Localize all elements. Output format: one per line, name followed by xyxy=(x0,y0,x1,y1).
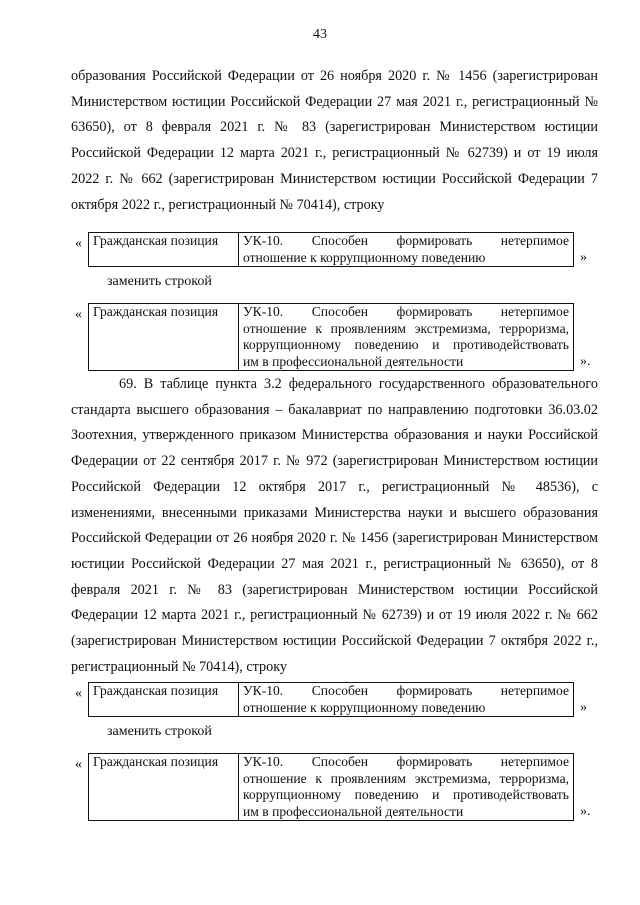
description-cell xyxy=(239,754,574,821)
description-line: отношение к проявлениям экстремизма, терроризма, xyxy=(243,320,569,336)
paragraph-2: 69. В таблице пункта 3.2 федерального государственного образовательного стандарта высшего образования – бакалавриат по направлению подготовки 36.03.02 Зоотехния, утвержденного приказом Министерства образования и науки Российской Федерации от 22 сентября 2017 г. № 972 (зарегистрирован Министерством юстиции Российской Федерации 12 октября 2017 г., регистрационный № 48536), с изменениями, внесенными приказами Министерства науки и высшего образования Российской Федерации от 26 ноября 2020 г. № 1456 (зарегистрирован Министерством юстиции Российской Федерации 27 мая 2021 г., регистрационный № 63650), от 8 февраля 2021 г. № 83 (зарегистрирован Министерством юстиции Российской Федерации 12 марта 2021 г., регистрационный № 62739) и от 19 июля 2022 г. № 662 (зарегистрирован Министерством юстиции Российской Федерации 7 октября 2022 г., регистрационный № 70414), строку xyxy=(71,376,598,675)
position-cell: Гражданская позиция xyxy=(89,754,239,821)
description-line: УК-10. Способен формировать нетерпимое xyxy=(243,683,569,698)
table-row xyxy=(89,683,574,717)
description-line: отношение к проявлениям экстремизма, терроризма, xyxy=(243,770,569,786)
description-cell xyxy=(239,304,574,371)
description-line: УК-10. Способен формировать нетерпимое xyxy=(243,754,569,769)
description-line: УК-10. Способен формировать нетерпимое xyxy=(243,304,569,319)
page-number: 43 xyxy=(313,27,327,42)
open-quote: « xyxy=(75,686,82,701)
close-quote: ». xyxy=(580,804,591,819)
table-row xyxy=(89,304,574,371)
open-quote: « xyxy=(75,307,82,322)
close-quote: » xyxy=(580,700,587,715)
table-row xyxy=(89,754,574,821)
description-line: им в профессиональной деятельности xyxy=(243,803,464,819)
description-line: отношение к коррупционному поведению xyxy=(243,699,486,715)
description-cell xyxy=(239,233,574,267)
close-quote: ». xyxy=(580,354,591,369)
description-line: отношение к коррупционному поведению xyxy=(243,249,486,265)
position-cell: Гражданская позиция xyxy=(89,683,239,717)
competency-table-new-1 xyxy=(88,303,574,371)
competency-table-new-2 xyxy=(88,753,574,821)
competency-table-old-2 xyxy=(88,682,574,717)
description-line: им в профессиональной деятельности xyxy=(243,353,464,369)
description-line: УК-10. Способен формировать нетерпимое xyxy=(243,233,569,248)
position-cell: Гражданская позиция xyxy=(89,233,239,267)
open-quote: « xyxy=(75,757,82,772)
open-quote: « xyxy=(75,236,82,251)
replace-label: заменить строкой xyxy=(107,274,212,289)
competency-table-old-1 xyxy=(88,232,574,267)
description-line: коррупционному поведению и противодействовать xyxy=(243,787,569,803)
paragraph-1: образования Российской Федерации от 26 ноября 2020 г. № 1456 (зарегистрирован Министерством юстиции Российской Федерации 27 мая 2021 г., регистрационный № 63650), от 8 февраля 2021 г. № 83 (зарегистрирован Министерством юстиции Российской Федерации 12 марта 2021 г., регистрационный № 62739) и от 19 июля 2022 г. № 662 (зарегистрирован Министерством юстиции Российской Федерации 7 октября 2022 г., регистрационный № 70414), строку xyxy=(71,68,598,213)
description-line: коррупционному поведению и противодействовать xyxy=(243,337,569,353)
position-cell: Гражданская позиция xyxy=(89,304,239,371)
close-quote: » xyxy=(580,250,587,265)
replace-label: заменить строкой xyxy=(107,724,212,739)
description-cell xyxy=(239,683,574,717)
table-row xyxy=(89,233,574,267)
